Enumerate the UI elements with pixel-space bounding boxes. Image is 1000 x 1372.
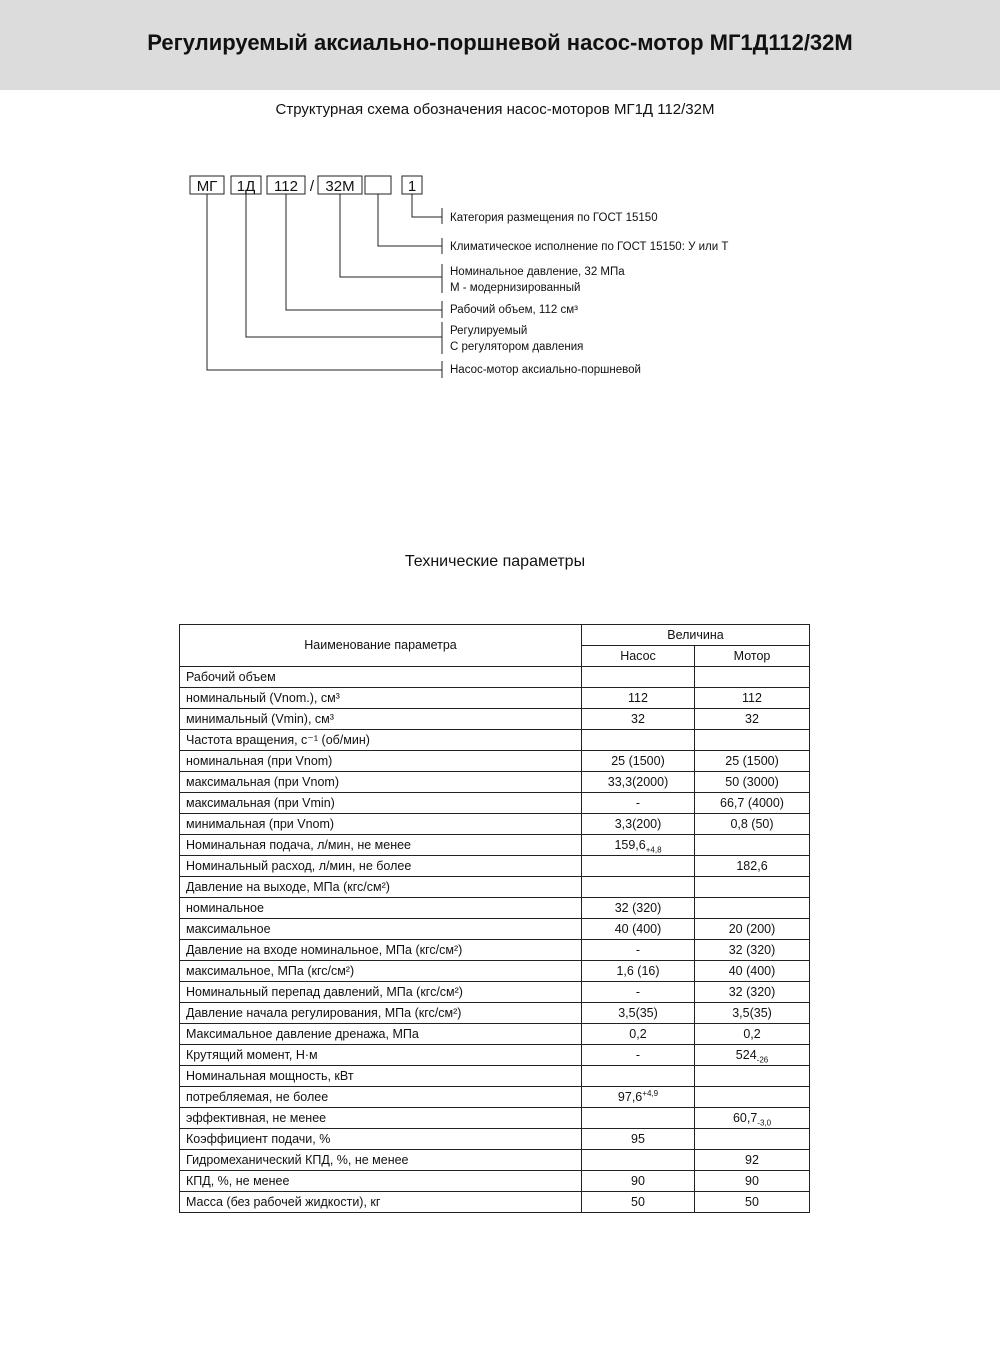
table-body — [180, 667, 810, 1213]
table-row — [180, 814, 810, 835]
motor-value-text: 3,5(35) — [732, 1005, 772, 1020]
pump-value — [582, 730, 695, 751]
param-name: Масса (без рабочей жидкости), кг — [180, 1192, 582, 1213]
table-row — [180, 793, 810, 814]
param-name: Рабочий объем — [180, 667, 582, 688]
table-row — [180, 961, 810, 982]
motor-value — [695, 961, 810, 982]
table-row — [180, 1129, 810, 1150]
pump-value — [582, 877, 695, 898]
pump-value — [582, 1003, 695, 1024]
pump-value-text: 159,6 — [614, 837, 646, 852]
param-name: номинальная (при Vnom) — [180, 751, 582, 772]
leader-line-1 — [412, 194, 442, 217]
pump-value — [582, 940, 695, 961]
pump-value-text: 32 (320) — [614, 900, 662, 915]
table-row — [180, 1150, 810, 1171]
scheme-code-3: 112 — [274, 178, 298, 195]
motor-value-text: 0,2 — [743, 1026, 761, 1041]
pump-value — [582, 898, 695, 919]
table-row — [180, 1171, 810, 1192]
pump-value — [582, 919, 695, 940]
header-param: Наименование параметра — [180, 625, 582, 667]
motor-value-text: 66,7 (4000) — [720, 795, 784, 810]
motor-value — [695, 835, 810, 856]
param-name: эффективная, не менее — [180, 1108, 582, 1129]
motor-value — [695, 919, 810, 940]
param-name: номинальное — [180, 898, 582, 919]
desc-volume: Рабочий объем, 112 см³ — [450, 304, 578, 316]
motor-value-text: 32 — [745, 711, 759, 726]
desc-pressure-1: Номинальное давление, 32 МПа — [450, 266, 625, 278]
motor-value — [695, 667, 810, 688]
pump-value-text: - — [635, 984, 641, 999]
pump-value-text: 97,6 — [617, 1089, 643, 1104]
pump-value — [582, 1150, 695, 1171]
param-name: Давление начала регулирования, МПа (кгс/см²) — [180, 1003, 582, 1024]
motor-value-text: 32 (320) — [728, 984, 776, 999]
header-value: Величина — [582, 625, 810, 646]
table-row — [180, 856, 810, 877]
param-name: номинальный (Vnom.), см³ — [180, 688, 582, 709]
motor-value-text: 92 — [745, 1152, 759, 1167]
pump-value — [582, 856, 695, 877]
pump-tolerance: +4,9 — [642, 1088, 659, 1098]
motor-value — [695, 856, 810, 877]
table-row — [180, 982, 810, 1003]
param-name: Номинальная подача, л/мин, не менее — [180, 835, 582, 856]
motor-value — [695, 1171, 810, 1192]
table-row — [180, 940, 810, 961]
motor-value-text: 25 (1500) — [725, 753, 779, 768]
pump-value — [582, 1087, 695, 1108]
pump-value — [582, 814, 695, 835]
scheme-code-2: 1Д — [236, 178, 256, 195]
motor-value-text: 50 — [745, 1194, 759, 1209]
motor-value — [695, 688, 810, 709]
motor-value — [695, 1066, 810, 1087]
motor-value-text: 20 (200) — [728, 921, 776, 936]
motor-value — [695, 751, 810, 772]
table-row — [180, 1066, 810, 1087]
param-name: Крутящий момент, Н·м — [180, 1045, 582, 1066]
pump-value-text: 112 — [628, 690, 648, 705]
motor-value — [695, 1129, 810, 1150]
table-row — [180, 898, 810, 919]
pump-value-text: - — [635, 942, 641, 957]
motor-tolerance: -3,0 — [757, 1118, 772, 1127]
pump-value-text: - — [635, 795, 641, 810]
motor-value-text: 50 (3000) — [725, 774, 779, 789]
pump-value — [582, 1171, 695, 1192]
table-row — [180, 1087, 810, 1108]
pump-value-text: 32 — [631, 711, 645, 726]
motor-value — [695, 1087, 810, 1108]
motor-value — [695, 1192, 810, 1213]
pump-value-text: 33,3(2000) — [607, 774, 669, 789]
pump-value — [582, 1129, 695, 1150]
motor-value — [695, 1150, 810, 1171]
pump-value-text: 3,3(200) — [614, 816, 662, 831]
motor-value-text: 60,7 — [732, 1110, 758, 1125]
motor-value — [695, 1003, 810, 1024]
table-row — [180, 1045, 810, 1066]
motor-value — [695, 793, 810, 814]
pump-value — [582, 1024, 695, 1045]
pump-value — [582, 1108, 695, 1129]
header-pump: Насос — [582, 646, 695, 667]
leader-line-2 — [378, 194, 442, 246]
leader-line-4 — [286, 194, 442, 310]
table-row — [180, 751, 810, 772]
param-name: Давление на входе номинальное, МПа (кгс/см²) — [180, 940, 582, 961]
pump-value — [582, 772, 695, 793]
technical-parameters-table — [179, 624, 810, 1213]
desc-regulated-1: Регулируемый — [450, 325, 528, 337]
motor-value-text: 32 (320) — [728, 942, 776, 957]
table-row — [180, 835, 810, 856]
motor-tolerance: -26 — [756, 1055, 769, 1064]
param-name: Номинальная мощность, кВт — [180, 1066, 582, 1087]
motor-value — [695, 1024, 810, 1045]
pump-value-text: 95 — [631, 1131, 645, 1146]
leader-line-3 — [340, 194, 442, 277]
scheme-code-1: МГ — [196, 178, 218, 195]
table-row — [180, 1024, 810, 1045]
motor-value-text: 112 — [742, 690, 762, 705]
pump-value — [582, 961, 695, 982]
table-row — [180, 919, 810, 940]
param-name: Давление на выходе, МПа (кгс/см²) — [180, 877, 582, 898]
motor-value — [695, 982, 810, 1003]
table-row — [180, 667, 810, 688]
leader-line-6 — [207, 194, 442, 370]
table-row — [180, 1003, 810, 1024]
param-name: Максимальное давление дренажа, МПа — [180, 1024, 582, 1045]
table-row — [180, 730, 810, 751]
param-name: минимальная (при Vnom) — [180, 814, 582, 835]
section-title: Технические параметры — [404, 553, 586, 570]
param-name: Коэффициент подачи, % — [180, 1129, 582, 1150]
desc-regulated-2: С регулятором давления — [450, 341, 584, 353]
desc-pressure-2: М - модернизированный — [450, 282, 581, 294]
header-motor: Мотор — [695, 646, 810, 667]
pump-value-text: 90 — [631, 1173, 645, 1188]
scheme-subtitle: Структурная схема обозначения насос-моторов МГ1Д 112/32М — [275, 101, 715, 118]
motor-value — [695, 1108, 810, 1129]
param-name: потребляемая, не более — [180, 1087, 582, 1108]
param-name: максимальное — [180, 919, 582, 940]
pump-value — [582, 688, 695, 709]
table-row — [180, 772, 810, 793]
pump-value-text: - — [635, 1047, 641, 1062]
pump-value-text: 1,6 (16) — [616, 963, 660, 978]
leader-line-5 — [246, 194, 442, 337]
param-name: максимальная (при Vmin) — [180, 793, 582, 814]
scheme-separator: / — [309, 178, 315, 195]
table-row — [180, 709, 810, 730]
table-row — [180, 1192, 810, 1213]
motor-value — [695, 814, 810, 835]
motor-value-text: 0,8 (50) — [730, 816, 774, 831]
pump-value-text: 25 (1500) — [611, 753, 665, 768]
pump-value-text: 50 — [631, 1194, 645, 1209]
pump-value — [582, 709, 695, 730]
scheme-code-6: 1 — [407, 178, 417, 195]
pump-value-text: 40 (400) — [614, 921, 662, 936]
motor-value — [695, 730, 810, 751]
param-name: Номинальный расход, л/мин, не более — [180, 856, 582, 877]
motor-value-text: 40 (400) — [728, 963, 776, 978]
param-name: максимальное, МПа (кгс/см²) — [180, 961, 582, 982]
desc-category: Категория размещения по ГОСТ 15150 — [450, 212, 658, 224]
motor-value — [695, 940, 810, 961]
param-name: минимальный (Vmin), см³ — [180, 709, 582, 730]
motor-value — [695, 772, 810, 793]
pump-value — [582, 1192, 695, 1213]
pump-value — [582, 982, 695, 1003]
motor-value — [695, 709, 810, 730]
pump-value — [582, 1045, 695, 1066]
table-row — [180, 877, 810, 898]
param-name: максимальная (при Vnom) — [180, 772, 582, 793]
motor-value-text: 182,6 — [736, 858, 768, 873]
pump-value — [582, 793, 695, 814]
motor-value-text: 90 — [745, 1173, 759, 1188]
motor-value — [695, 877, 810, 898]
scheme-code-4: 32М — [325, 178, 355, 195]
desc-type: Насос-мотор аксиально-поршневой — [450, 364, 641, 376]
param-name: Гидромеханический КПД, %, не менее — [180, 1150, 582, 1171]
motor-value-text: 524 — [735, 1047, 757, 1062]
table-row — [180, 1108, 810, 1129]
table-row — [180, 688, 810, 709]
motor-value — [695, 898, 810, 919]
pump-value-text: 0,2 — [629, 1026, 647, 1041]
pump-value — [582, 835, 695, 856]
pump-value — [582, 667, 695, 688]
scheme-box-5 — [365, 176, 391, 194]
motor-value — [695, 1045, 810, 1066]
page-title: Регулируемый аксиально-поршневой насос-мотор МГ1Д112/32М — [147, 30, 853, 55]
designation-scheme — [0, 160, 1000, 390]
param-name: Частота вращения, с⁻¹ (об/мин) — [180, 730, 582, 751]
desc-climate: Климатическое исполнение по ГОСТ 15150: У или Т — [450, 241, 729, 253]
param-name: Номинальный перепад давлений, МПа (кгс/см²) — [180, 982, 582, 1003]
pump-value — [582, 1066, 695, 1087]
param-name: КПД, %, не менее — [180, 1171, 582, 1192]
pump-value-text: 3,5(35) — [618, 1005, 658, 1020]
pump-tolerance: +4,8 — [645, 845, 662, 854]
pump-value — [582, 751, 695, 772]
